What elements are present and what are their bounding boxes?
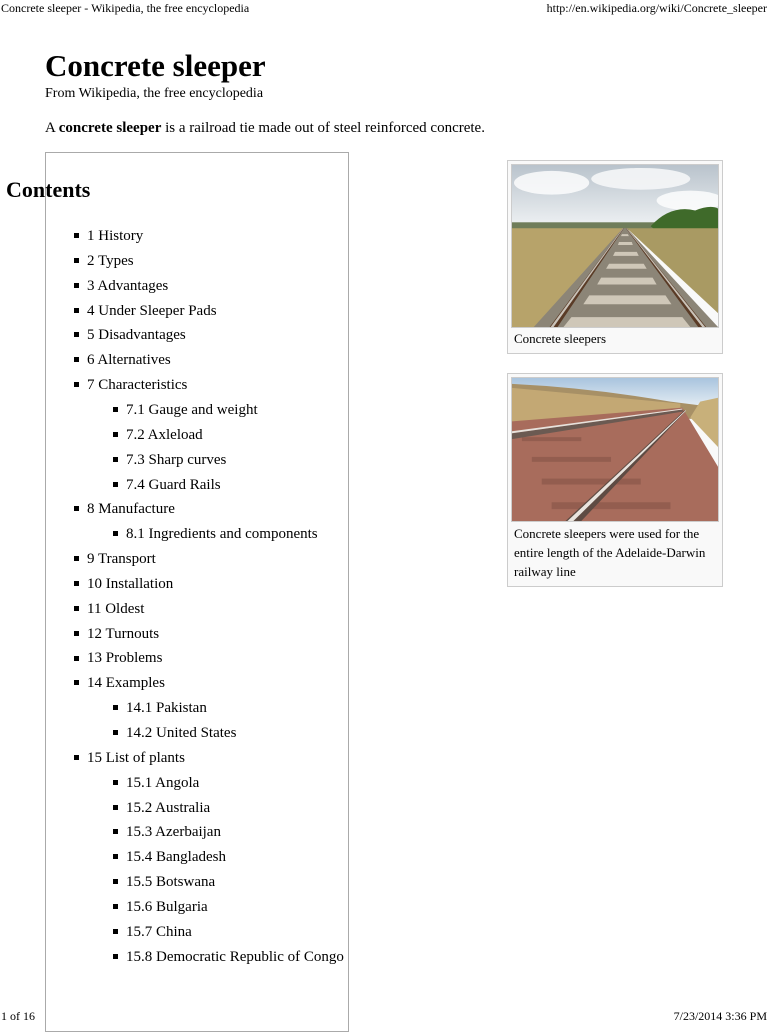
toc-item-label: 7.4 Guard Rails <box>126 476 221 493</box>
toc-item[interactable] <box>113 871 215 893</box>
page-count: 1 of 16 <box>1 1009 35 1023</box>
toc-item[interactable] <box>74 374 187 396</box>
toc-item-label: 15 List of plants <box>87 749 185 766</box>
bullet-icon <box>113 954 118 959</box>
toc-item[interactable] <box>113 523 318 545</box>
toc-item-label: 6 Alternatives <box>87 352 171 369</box>
toc-item[interactable] <box>74 275 168 297</box>
toc-item[interactable] <box>113 921 192 943</box>
toc-item-label: 15.3 Azerbaijan <box>126 824 221 841</box>
toc-item-label: 11 Oldest <box>87 600 145 617</box>
bullet-icon <box>113 482 118 487</box>
toc-item-label: 5 Disadvantages <box>87 327 186 344</box>
bullet-icon <box>74 283 79 288</box>
bullet-icon <box>113 904 118 909</box>
bullet-icon <box>74 556 79 561</box>
figure-caption: Concrete sleepers were used for the entire length of the Adelaide-Darwin railway line <box>514 526 706 579</box>
figure-caption: Concrete sleepers <box>514 331 607 346</box>
page-title: Concrete sleeper <box>45 48 266 83</box>
toc-item[interactable] <box>113 424 203 446</box>
toc-item[interactable] <box>113 697 207 719</box>
bullet-icon <box>74 631 79 636</box>
toc-item[interactable] <box>74 498 175 520</box>
toc-title: Contents <box>6 177 91 202</box>
bullet-icon <box>74 382 79 387</box>
toc-item[interactable] <box>74 647 162 669</box>
toc-item[interactable] <box>113 946 344 968</box>
toc-item[interactable] <box>74 349 171 371</box>
print-header-title: Concrete sleeper - Wikipedia, the free encyclopedia <box>1 1 250 15</box>
toc-item-label: 3 Advantages <box>87 277 169 294</box>
bullet-icon <box>74 357 79 362</box>
bullet-icon <box>113 531 118 536</box>
bullet-icon <box>113 879 118 884</box>
bullet-icon <box>74 581 79 586</box>
toc-item[interactable] <box>113 449 226 471</box>
toc-item[interactable] <box>74 747 185 769</box>
figure-concrete-sleepers <box>507 160 723 354</box>
bullet-icon <box>113 705 118 710</box>
toc-item[interactable] <box>74 672 165 694</box>
toc-item-label: 15.2 Australia <box>126 799 211 816</box>
toc-item[interactable] <box>74 225 143 247</box>
toc-item-label: 7.3 Sharp curves <box>126 451 227 468</box>
bullet-icon <box>74 233 79 238</box>
toc-item[interactable] <box>74 623 159 645</box>
toc-item-label: 13 Problems <box>87 650 163 667</box>
bullet-icon <box>74 656 79 661</box>
toc-item-label: 14.2 United States <box>126 725 237 741</box>
toc-item-label: 7.2 Axleload <box>126 426 203 443</box>
figure-adelaide-darwin-line <box>507 373 723 587</box>
intro-text-before: A <box>45 120 59 136</box>
bullet-icon <box>74 258 79 263</box>
toc-item-label: 10 Installation <box>87 575 174 592</box>
toc-item[interactable] <box>113 896 208 918</box>
bullet-icon <box>113 929 118 934</box>
intro-term: concrete sleeper <box>58 120 162 136</box>
toc-item[interactable] <box>113 474 221 496</box>
bullet-icon <box>113 829 118 834</box>
toc-item[interactable] <box>113 399 258 421</box>
toc-item-label: 7 Characteristics <box>87 377 188 394</box>
bullet-icon <box>113 730 118 735</box>
railway-photo-1[interactable] <box>511 164 719 328</box>
bullet-icon <box>113 780 118 785</box>
toc-item-label: 4 Under Sleeper Pads <box>87 302 217 319</box>
toc-item-label: 15.7 China <box>126 923 192 940</box>
toc-item-label: 14 Examples <box>87 675 165 692</box>
bullet-icon <box>74 308 79 313</box>
bullet-icon <box>74 506 79 511</box>
toc-item[interactable] <box>74 250 134 272</box>
toc-item-label: 15.4 Bangladesh <box>126 849 226 866</box>
toc-item[interactable] <box>113 797 210 819</box>
print-timestamp: 7/23/2014 3:36 PM <box>673 1009 767 1023</box>
railway-photo-2[interactable] <box>511 377 719 522</box>
intro-paragraph <box>45 119 485 137</box>
toc-item[interactable] <box>74 573 173 595</box>
toc-item[interactable] <box>113 846 226 868</box>
toc-item-label: 8 Manufacture <box>87 501 175 518</box>
bullet-icon <box>113 805 118 810</box>
bullet-icon <box>74 606 79 611</box>
toc-item[interactable] <box>113 772 199 794</box>
site-tagline: From Wikipedia, the free encyclopedia <box>45 86 264 101</box>
bullet-icon <box>74 755 79 760</box>
bullet-icon <box>113 854 118 859</box>
toc-item-label: 14.1 Pakistan <box>126 700 207 717</box>
toc-item-label: 1 History <box>87 228 144 244</box>
toc-item-label: 8.1 Ingredients and components <box>126 526 318 543</box>
toc-item[interactable] <box>113 722 236 744</box>
bullet-icon <box>113 432 118 437</box>
toc-item-label: 2 Types <box>87 252 134 269</box>
toc-item-label: 15.1 Angola <box>126 774 200 791</box>
toc-item-label: 15.8 Democratic Republic of Congo <box>126 948 344 965</box>
bullet-icon <box>113 407 118 412</box>
toc-item[interactable] <box>74 548 156 570</box>
toc-item[interactable] <box>74 598 144 620</box>
bullet-icon <box>113 457 118 462</box>
intro-text-after: is a railroad tie made out of steel reinforced concrete. <box>161 120 485 136</box>
bullet-icon <box>74 680 79 685</box>
toc-item-label: 12 Turnouts <box>87 625 160 642</box>
toc-item-label: 7.1 Gauge and weight <box>126 401 258 418</box>
print-header-url[interactable]: http://en.wikipedia.org/wiki/Concrete_sleeper <box>546 1 767 15</box>
toc-item[interactable] <box>74 324 186 346</box>
railway-photo-2-image <box>512 378 718 521</box>
toc-item-label: 9 Transport <box>87 551 156 568</box>
bullet-icon <box>74 332 79 337</box>
toc-item-label: 15.5 Botswana <box>126 874 216 891</box>
toc-item[interactable] <box>74 300 217 322</box>
railway-photo-1-image <box>512 165 718 327</box>
toc-item-label: 15.6 Bulgaria <box>126 898 208 915</box>
toc-item[interactable] <box>113 821 221 843</box>
